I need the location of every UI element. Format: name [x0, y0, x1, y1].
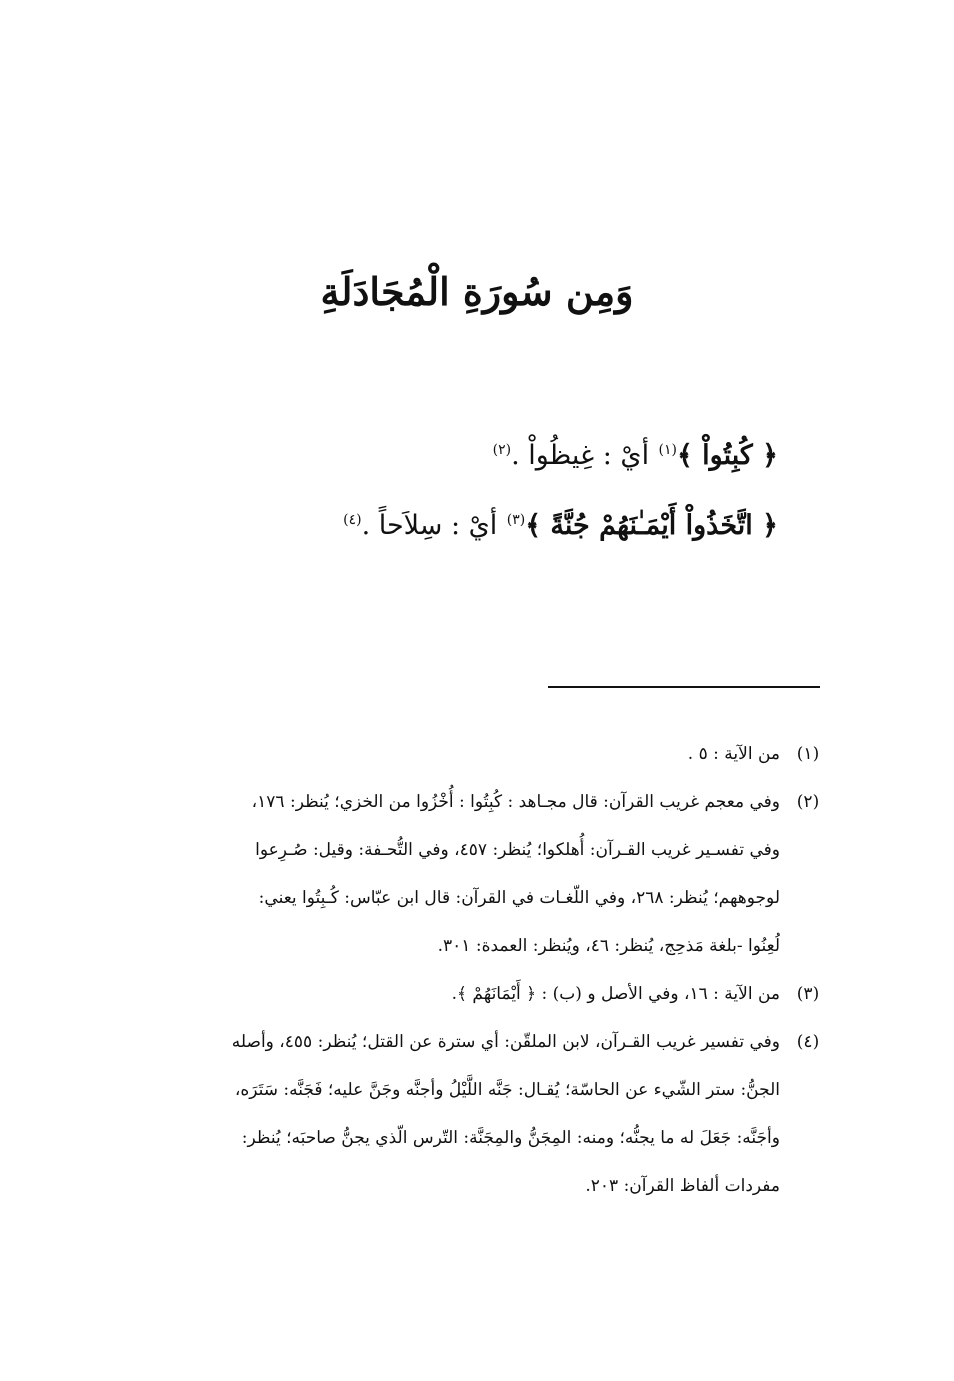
footnote-line: من الآية : ١٦، وفي الأصل و (ب) : ﴿ أَيْمَانَهُمْ ﴾. [451, 984, 780, 1004]
footnote-line: وفي تفسير غريب القـرآن، لابن الملقّن: أي سترة عن القتل؛ يُنظر: ٤٥٥، وأصله [231, 1032, 780, 1052]
footnote-ref: (٢) [492, 442, 512, 458]
surah-title: وَمِن سُورَةِ الْمُجَادَلَةِ [320, 269, 634, 314]
verse-glosses [158, 418, 778, 558]
verse-gloss: أيْ : سِلاَحاً . [361, 510, 498, 541]
footnote-line: مفردات ألفاظ القرآن: ٢٠٣. [585, 1176, 780, 1196]
footnote-line: لُعِنُوا -بلغة مَذحِج، يُنظر: ٤٦، ويُنظر: العمدة: ٣٠١. [437, 936, 780, 956]
footnotes [130, 730, 830, 1210]
verse-quote: ﴿ اتَّخَذُواْ أَيْمَـٰنَهُمْ جُنَّةً ﴾ [525, 510, 778, 541]
footnote-line: من الآية : ٥ . [687, 744, 780, 764]
footnote-number: (٢) [796, 792, 820, 812]
footnote-line: لوجوههم؛ يُنظر: ٢٦٨، وفي اللّغـات في القرآن: قال ابن عبّاس: كُـبِتُوا يعني: [258, 888, 780, 908]
verse-quote: ﴿ كُبِتُواْ ﴾ [676, 440, 778, 471]
footnote [130, 1018, 830, 1210]
footnote [130, 778, 830, 970]
footnote-ref: (٤) [343, 512, 362, 528]
footnote-ref: (٣) [506, 512, 526, 528]
footnote-number: (١) [796, 744, 820, 764]
footnote-line: وفي تفسـير غريب القـرآن: أُهلكوا؛ يُنظر: ٤٥٧، وفي التُّحـفة: وقيل: صُـرِعوا [255, 840, 780, 860]
verse-entry [158, 488, 778, 558]
footnote-number: (٣) [796, 984, 820, 1004]
footnote [130, 970, 830, 1018]
verse-entry [158, 418, 778, 488]
footnote-line: الجنُّ: ستر الشّيء عن الحاسّة؛ يُقـال: جَنَّه اللَّيْلُ وأجنَّه وجَنَّ عليه؛ فَجَنَّه: سَتَرَه، [234, 1080, 780, 1100]
footnote [130, 730, 830, 778]
verse-gloss: أيْ : غِيظُواْ . [511, 440, 650, 471]
footnote-separator [548, 686, 820, 688]
footnote-line: وفي معجم غريب القرآن: قال مجـاهد : كُبِتُوا : أُخْزُوا من الخزي؛ يُنظر: ١٧٦، [251, 792, 780, 812]
footnote-line: وأجَنَّه: جَعَلَ له ما يجنُّه؛ ومنه: المِجَنُّ والمِجَنَّة: التّرس الّذي يجنُّ صاحبَه؛ يُنظر: [241, 1128, 780, 1148]
footnote-ref: (١) [658, 442, 677, 458]
footnote-number: (٤) [796, 1032, 820, 1052]
